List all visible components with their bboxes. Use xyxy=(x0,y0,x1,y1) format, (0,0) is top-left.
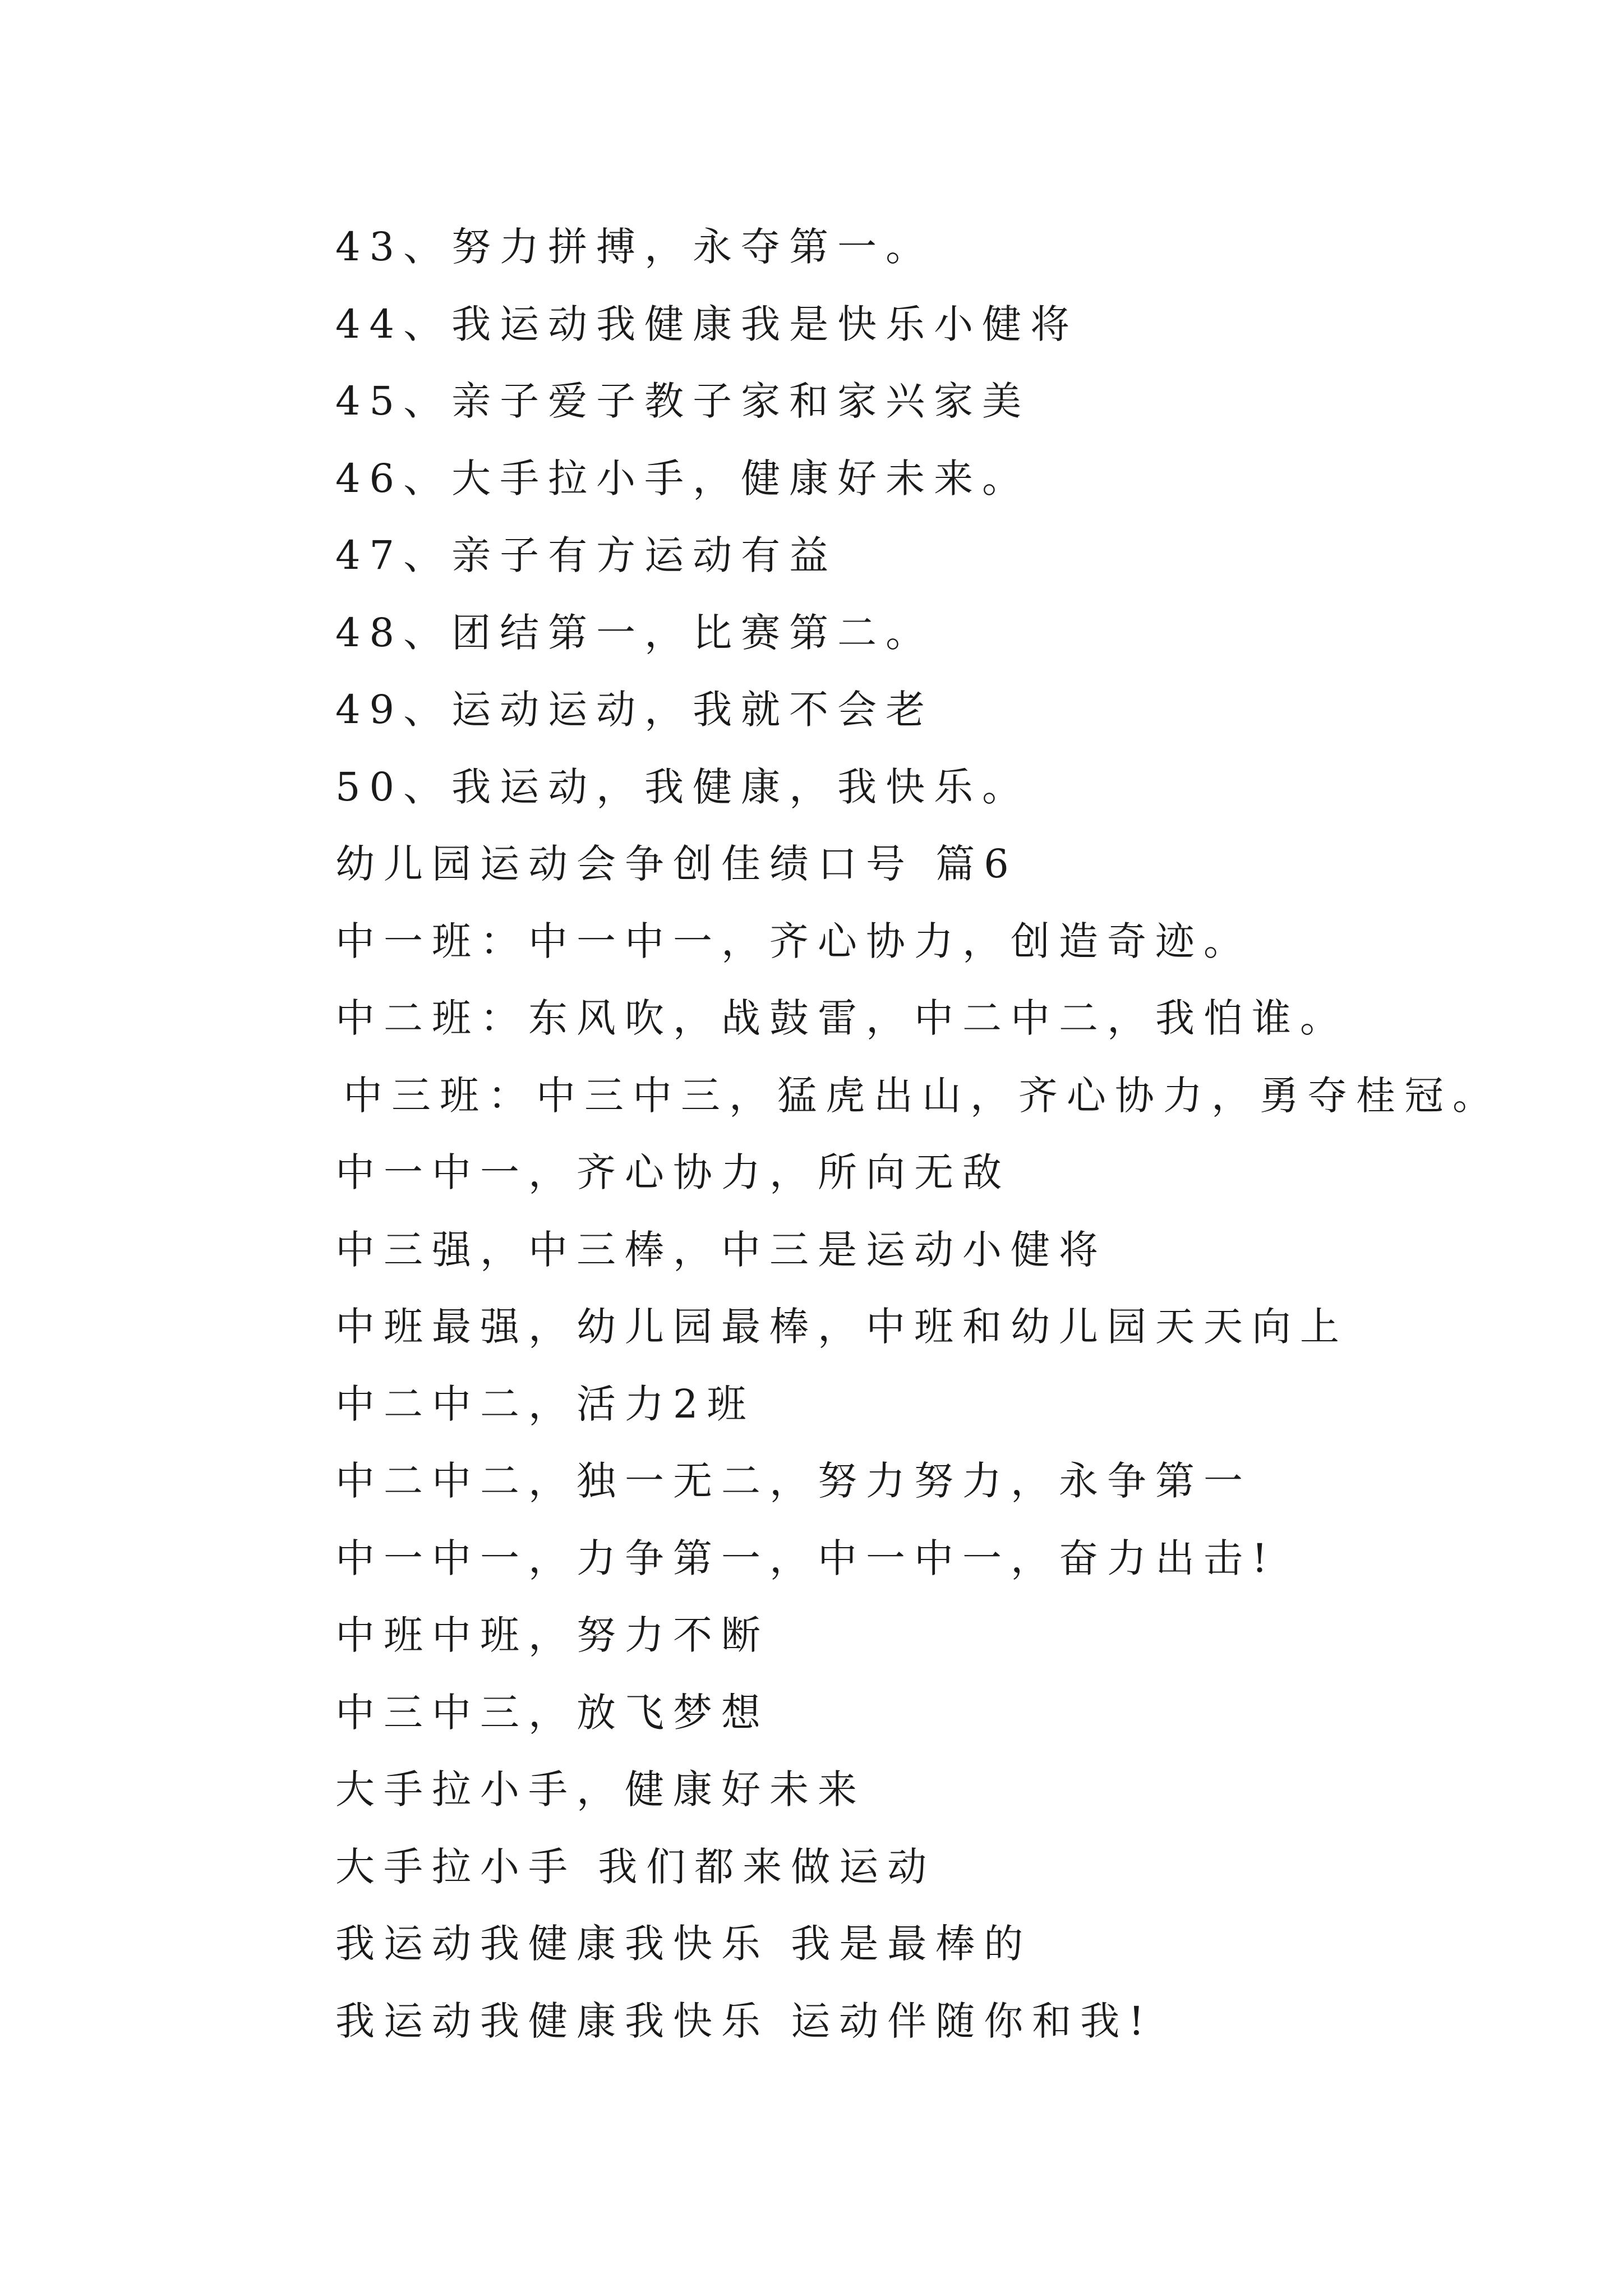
text-line: 中一中一，力争第一，中一中一，奋力出击! xyxy=(335,1535,1277,1581)
text-line: 中班最强，幼儿园最棒，中班和幼儿园天天向上 xyxy=(335,1304,1348,1350)
text-line: 我运动我健康我快乐 我是最棒的 xyxy=(335,1921,1032,1967)
text-line: 中三中三，放飞梦想 xyxy=(335,1689,769,1736)
text-line: 中二中二，活力2班 xyxy=(335,1381,755,1427)
text-line: 中二中二，独一无二，努力努力，永争第一 xyxy=(335,1458,1252,1504)
text-line: 49、运动运动，我就不会老 xyxy=(335,687,934,733)
text-line: 48、团结第一，比赛第二。 xyxy=(335,609,934,656)
text-line: 中三强，中三棒，中三是运动小健将 xyxy=(335,1226,1107,1273)
section-heading: 幼儿园运动会争创佳绩口号 篇6 xyxy=(335,841,1018,887)
text-line: 44、我运动我健康我是快乐小健将 xyxy=(335,301,1079,347)
text-line: 45、亲子爱子教子家和家兴家美 xyxy=(335,378,1031,424)
text-line: 大手拉小手 我们都来做运动 xyxy=(335,1843,936,1890)
text-line: 47、亲子有方运动有益 xyxy=(335,532,838,578)
text-line: 46、大手拉小手，健康好未来。 xyxy=(335,455,1031,501)
text-line: 中班中班，努力不断 xyxy=(335,1612,769,1658)
text-line: 中二班：东风吹，战鼓雷，中二中二，我怕谁。 xyxy=(335,995,1348,1041)
text-line: 中三班：中三中三，猛虎出山，齐心协力，勇夺桂冠。 xyxy=(343,1072,1501,1119)
text-line: 43、努力拼搏，永夺第一。 xyxy=(335,224,934,270)
document-body xyxy=(335,209,1541,2060)
text-line: 中一中一，齐心协力，所向无敌 xyxy=(335,1149,1011,1195)
text-line: 我运动我健康我快乐 运动伴随你和我! xyxy=(335,1998,1154,2044)
text-line: 大手拉小手，健康好未来 xyxy=(335,1766,866,1812)
text-line: 中一班：中一中一，齐心协力，创造奇迹。 xyxy=(335,918,1252,964)
text-line: 50、我运动，我健康，我快乐。 xyxy=(335,763,1031,810)
